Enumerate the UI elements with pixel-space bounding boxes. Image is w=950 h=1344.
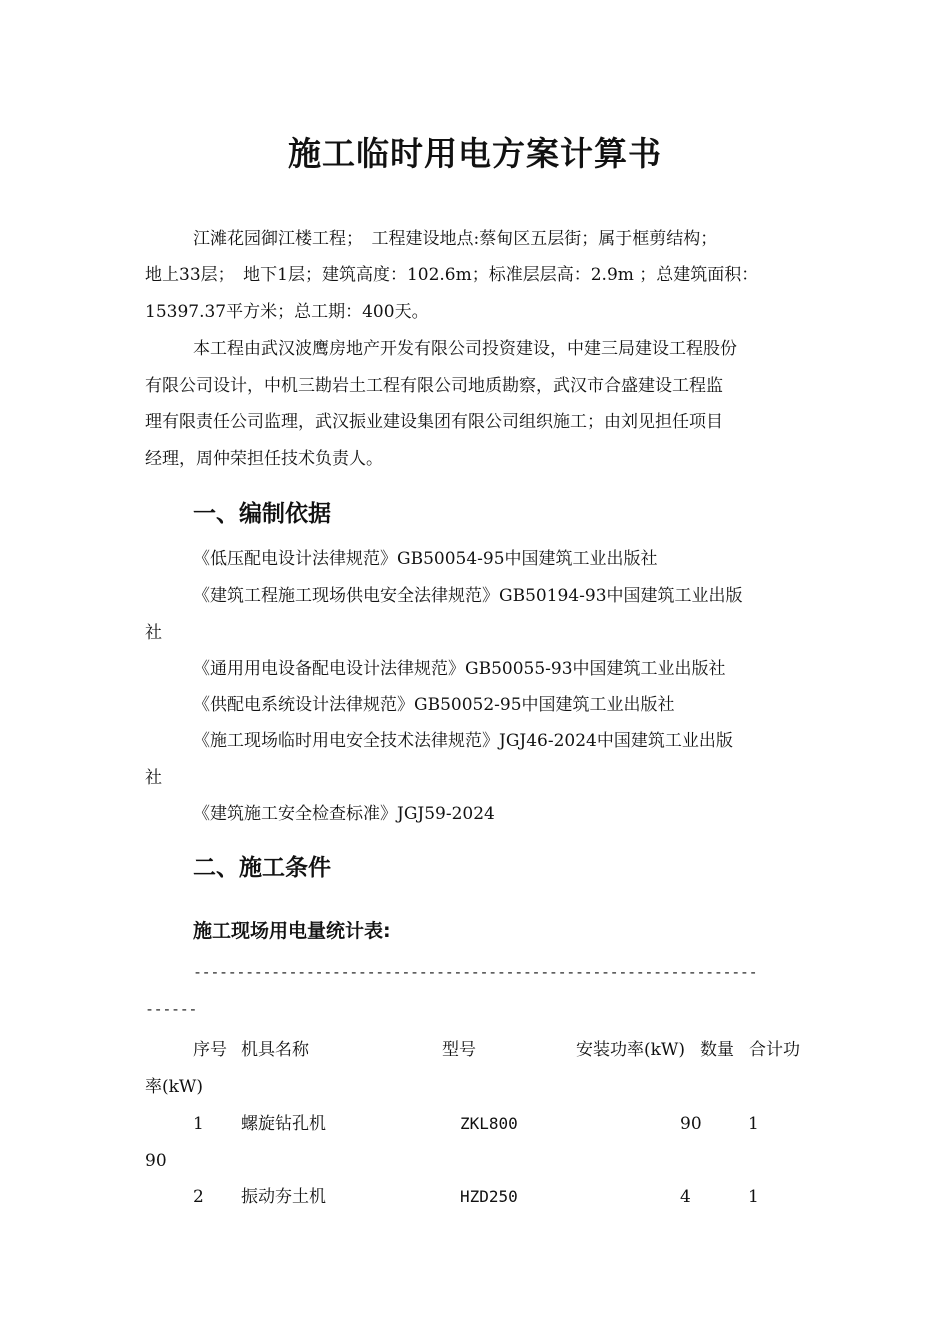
reference-line: 《低压配电设计法律规范》GB50054-95中国建筑工业出版社 [193, 549, 658, 569]
table-header-cell: 机具名称 [241, 1040, 309, 1060]
intro-line: 江滩花园御江楼工程； 工程建设地点:蔡甸区五层街；属于框剪结构； [193, 229, 718, 249]
table-header-cell: 型号 [442, 1040, 476, 1060]
intro-line: 经理，周仲荣担任技术负责人。 [145, 449, 383, 469]
intro-line: 地上33层； 地下1层；建筑高度：102.6m；标准层层高：2.9m ；总建筑面积： [145, 265, 759, 285]
reference-line: 《供配电系统设计法律规范》GB50052-95中国建筑工业出版社 [193, 695, 675, 715]
table-header-cell: 安装功率(kW) [576, 1040, 686, 1060]
table-header-cell: 数量 [700, 1040, 734, 1060]
intro-line: 理有限责任公司监理，武汉振业建设集团有限公司组织施工；由刘见担任项目 [145, 412, 723, 432]
reference-line: 《建筑工程施工现场供电安全法律规范》GB50194-93中国建筑工业出版 [193, 586, 743, 606]
table-cell-model: ZKL800 [460, 1114, 518, 1133]
table-cell-qty: 1 [748, 1114, 759, 1134]
table-cell-qty: 1 [748, 1187, 759, 1207]
table-cell-no: 2 [193, 1187, 204, 1207]
table-caption: 施工现场用电量统计表: [193, 920, 391, 942]
table-cell-power: 4 [680, 1187, 691, 1207]
reference-line: 《施工现场临时用电安全技术法律规范》JGJ46-2024中国建筑工业出版 [193, 731, 733, 751]
table-cell-no: 1 [193, 1114, 204, 1134]
table-cell-total: 90 [145, 1151, 167, 1171]
intro-line: 有限公司设计，中机三勘岩土工程有限公司地质勘察，武汉市合盛建设工程监 [145, 376, 723, 396]
table-header-cell: 序号 [193, 1040, 227, 1060]
table-header-cell: 率(kW) [145, 1077, 204, 1097]
reference-line: 《通用用电设备配电设计法律规范》GB50055-93中国建筑工业出版社 [193, 659, 726, 679]
table-header-cell: 合计功 [749, 1040, 800, 1060]
table-cell-model: HZD250 [460, 1187, 518, 1206]
section-heading: 一、编制依据 [193, 501, 331, 527]
reference-line: 《建筑施工安全检查标准》JGJ59-2024 [193, 804, 495, 824]
table-cell-name: 螺旋钻孔机 [241, 1114, 326, 1134]
intro-line: 15397.37平方米；总工期：400天。 [145, 302, 429, 322]
reference-line: 社 [145, 623, 162, 643]
divider-dashes: ----------------------------------------------------------------- [193, 963, 758, 981]
divider-dashes: ------ [145, 1000, 198, 1018]
table-cell-name: 振动夯土机 [241, 1187, 326, 1207]
intro-line: 本工程由武汉波鹰房地产开发有限公司投资建设，中建三局建设工程股份 [193, 339, 737, 359]
table-cell-power: 90 [680, 1114, 702, 1134]
reference-line: 社 [145, 768, 162, 788]
document-title: 施工临时用电方案计算书 [288, 134, 662, 173]
section-heading: 二、施工条件 [193, 855, 331, 881]
